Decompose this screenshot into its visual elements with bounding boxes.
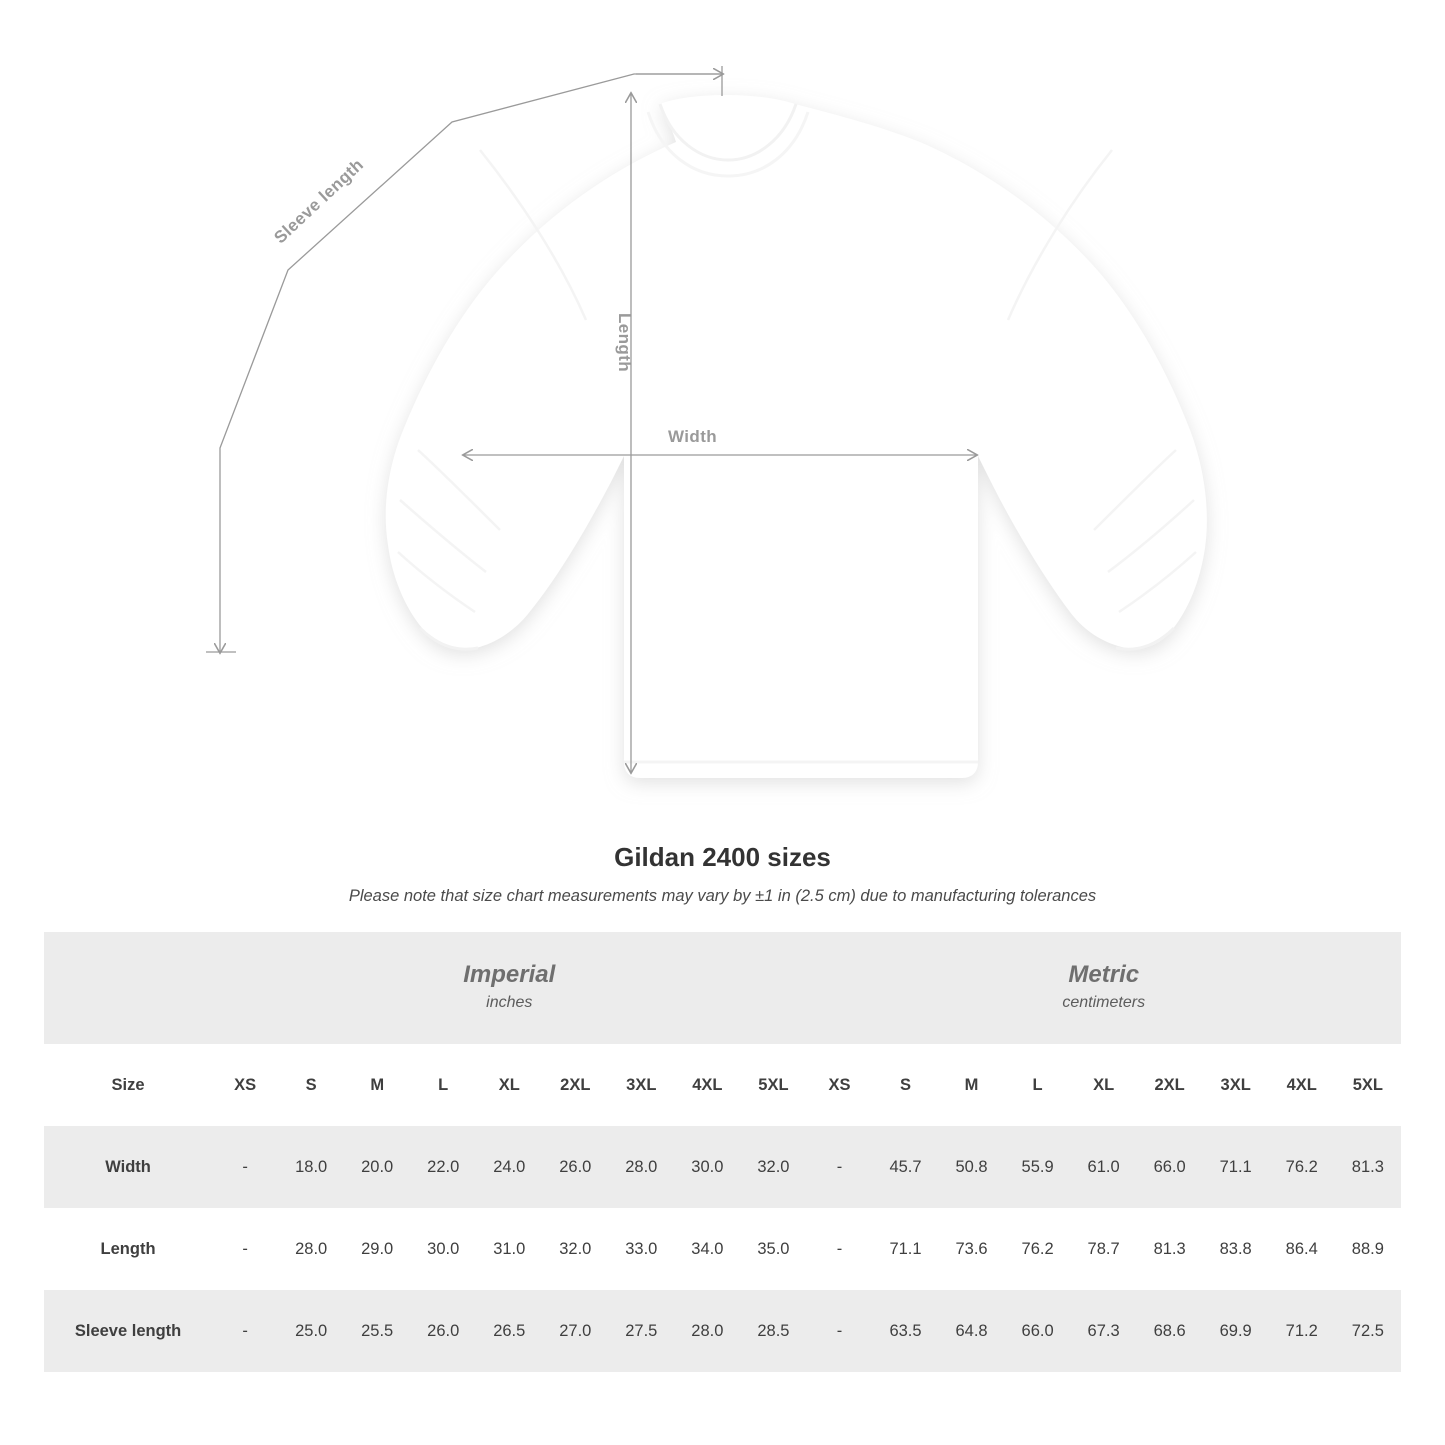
page-title: Gildan 2400 sizes: [614, 842, 831, 872]
cell: 71.1: [873, 1208, 939, 1290]
cell: 30.0: [410, 1208, 476, 1290]
cell: 26.5: [476, 1290, 542, 1372]
size-header-cell: XL: [1071, 1044, 1137, 1126]
cell: 66.0: [1137, 1126, 1203, 1208]
size-table-wrap: [44, 932, 1401, 1372]
cell: 72.5: [1335, 1290, 1401, 1372]
cell: 86.4: [1269, 1208, 1335, 1290]
cell: 88.9: [1335, 1208, 1401, 1290]
cell: 35.0: [740, 1208, 806, 1290]
size-header-cell: 5XL: [740, 1044, 806, 1126]
size-chart-table: [44, 932, 1401, 1372]
sleeve-length-dimension-label: Sleeve length: [270, 155, 368, 248]
cell: 28.0: [278, 1208, 344, 1290]
size-header-label: Size: [44, 1044, 212, 1126]
cell: 22.0: [410, 1126, 476, 1208]
table-row: [44, 1208, 1401, 1290]
cell: 68.6: [1137, 1290, 1203, 1372]
cell: 28.5: [740, 1290, 806, 1372]
length-dimension-label: Length: [615, 313, 634, 373]
cell: 76.2: [1005, 1208, 1071, 1290]
size-header-cell: XL: [476, 1044, 542, 1126]
table-row: [44, 1126, 1401, 1208]
cell: 83.8: [1203, 1208, 1269, 1290]
cell: 76.2: [1269, 1126, 1335, 1208]
shirt-body-shape: [386, 95, 1207, 778]
cell: 71.1: [1203, 1126, 1269, 1208]
cell: 30.0: [674, 1126, 740, 1208]
cell: 26.0: [410, 1290, 476, 1372]
unit-header-row: [44, 932, 1401, 1044]
size-header-cell: S: [873, 1044, 939, 1126]
size-header-row: [44, 1044, 1401, 1126]
row-label-sleeve-length: Sleeve length: [44, 1290, 212, 1372]
cell: -: [212, 1290, 278, 1372]
size-header-cell: XS: [806, 1044, 872, 1126]
cell: 28.0: [674, 1290, 740, 1372]
unit-header-imperial: [212, 932, 806, 1044]
cell: -: [212, 1126, 278, 1208]
cell: 25.5: [344, 1290, 410, 1372]
size-header-cell: L: [1005, 1044, 1071, 1126]
cell: 27.0: [542, 1290, 608, 1372]
cell: 61.0: [1071, 1126, 1137, 1208]
row-label-width: Width: [44, 1126, 212, 1208]
cell: 69.9: [1203, 1290, 1269, 1372]
cell: 34.0: [674, 1208, 740, 1290]
size-header-cell: 4XL: [1269, 1044, 1335, 1126]
chart-title-block: [0, 842, 1445, 906]
unit-name-imperial: Imperial: [463, 961, 556, 989]
cell: 32.0: [542, 1208, 608, 1290]
size-header-cell: XS: [212, 1044, 278, 1126]
cell: 81.3: [1335, 1126, 1401, 1208]
size-header-cell: 2XL: [1137, 1044, 1203, 1126]
size-header-cell: 2XL: [542, 1044, 608, 1126]
unit-sub-imperial: inches: [486, 994, 533, 1012]
cell: 73.6: [939, 1208, 1005, 1290]
size-header-cell: 3XL: [1203, 1044, 1269, 1126]
size-header-cell: L: [410, 1044, 476, 1126]
unit-sub-metric: centimeters: [1062, 994, 1146, 1012]
cell: -: [806, 1208, 872, 1290]
size-header-cell: 4XL: [674, 1044, 740, 1126]
cell: 27.5: [608, 1290, 674, 1372]
cell: 55.9: [1005, 1126, 1071, 1208]
cell: 71.2: [1269, 1290, 1335, 1372]
cell: -: [806, 1290, 872, 1372]
cell: 26.0: [542, 1126, 608, 1208]
size-header-cell: M: [344, 1044, 410, 1126]
cell: 31.0: [476, 1208, 542, 1290]
cell: 29.0: [344, 1208, 410, 1290]
cell: 28.0: [608, 1126, 674, 1208]
cell: 32.0: [740, 1126, 806, 1208]
tolerance-note: Please note that size chart measurements may vary by ±1 in (2.5 cm) due to manufacturing tolerances: [348, 887, 1097, 905]
cell: 78.7: [1071, 1208, 1137, 1290]
table-row: [44, 1290, 1401, 1372]
cell: 33.0: [608, 1208, 674, 1290]
unit-name-metric: Metric: [1068, 961, 1140, 989]
cell: 63.5: [873, 1290, 939, 1372]
row-label-length: Length: [44, 1208, 212, 1290]
width-dimension-label: Width: [668, 427, 718, 446]
cell: 18.0: [278, 1126, 344, 1208]
size-header-cell: 3XL: [608, 1044, 674, 1126]
cell: 81.3: [1137, 1208, 1203, 1290]
cell: 67.3: [1071, 1290, 1137, 1372]
cell: -: [212, 1208, 278, 1290]
cell: -: [806, 1126, 872, 1208]
unit-header-blank: [44, 932, 212, 1044]
cell: 25.0: [278, 1290, 344, 1372]
cell: 64.8: [939, 1290, 1005, 1372]
size-header-cell: S: [278, 1044, 344, 1126]
cell: 50.8: [939, 1126, 1005, 1208]
size-header-cell: M: [939, 1044, 1005, 1126]
cell: 24.0: [476, 1126, 542, 1208]
cell: 66.0: [1005, 1290, 1071, 1372]
cell: 45.7: [873, 1126, 939, 1208]
unit-header-metric: [806, 932, 1401, 1044]
size-header-cell: 5XL: [1335, 1044, 1401, 1126]
cell: 20.0: [344, 1126, 410, 1208]
